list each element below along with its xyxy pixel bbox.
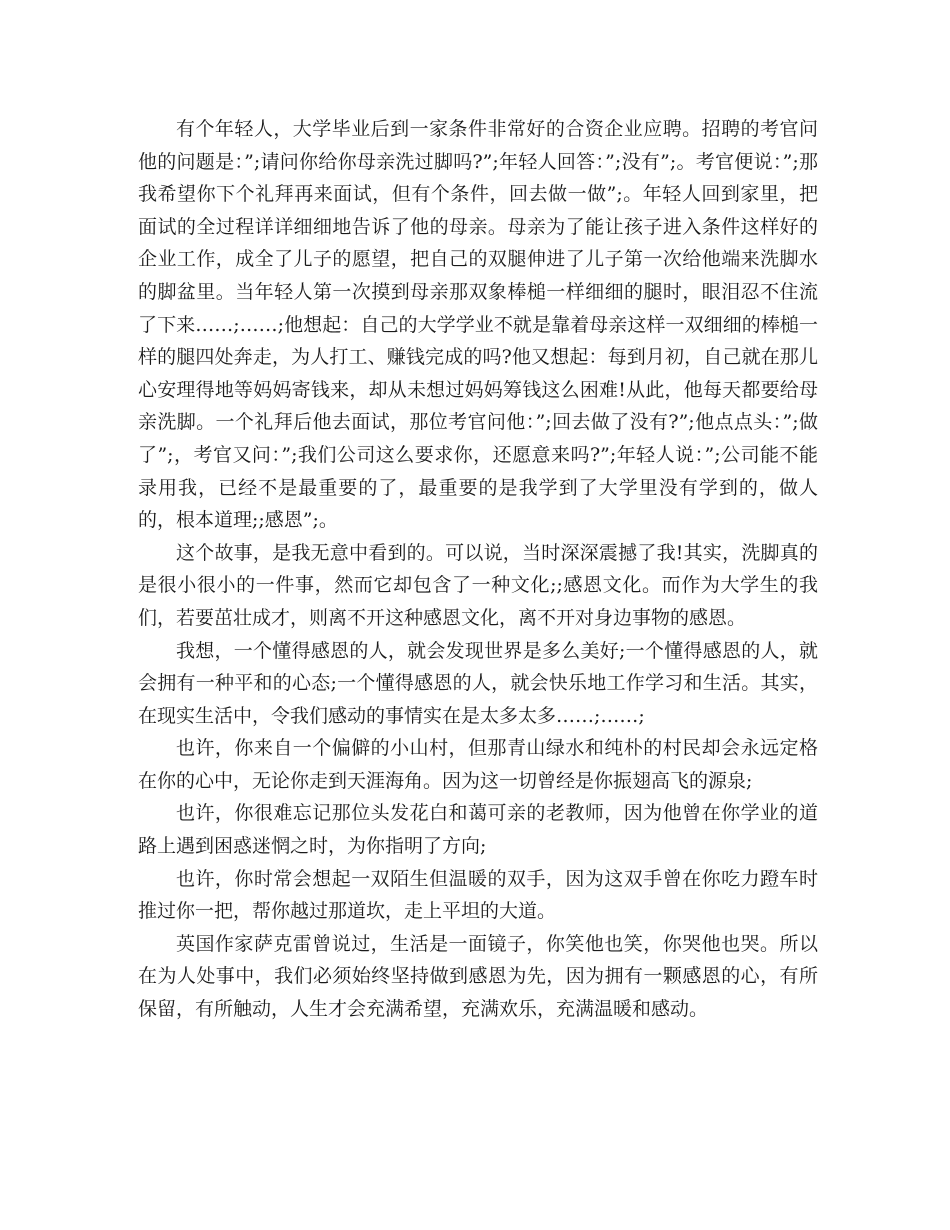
paragraph-conclusion: 英国作家萨克雷曾说过，生活是一面镜子，你笑他也笑，你哭他也哭。所以在为人处事中，我们必须始终坚持做到感恩为先，因为拥有一颗感恩的心，有所保留，有所触动，人生才会充满希望，充满欢乐，充满温暖和感动。 <box>138 932 818 1021</box>
paragraph-village: 也许，你来自一个偏僻的小山村，但那青山绿水和纯朴的村民却会永远定格在你的心中，无论你走到天涯海角。因为这一切曾经是你振翅高飞的源泉; <box>138 737 818 792</box>
paragraph-teacher: 也许，你很难忘记那位头发花白和蔼可亲的老教师，因为他曾在你学业的道路上遇到困惑迷惘之时，为你指明了方向; <box>138 802 818 858</box>
paragraph-helping-hands: 也许，你时常会想起一双陌生但温暖的双手，因为这双手曾在你吃力蹬车时推过你一把，帮你越过那道坎，走上平坦的大道。 <box>138 867 818 923</box>
paragraph-interview-story: 有个年轻人，大学毕业后到一家条件非常好的合资企业应聘。招聘的考官问他的问题是：”;请问你给你母亲洗过脚吗?”;年轻人回答：”;没有”;。考官便说：”;那我希望你下个礼拜再来面试，但有个条件，回去做一做”;。年轻人回到家里，把面试的全过程详详细细地告诉了他的母亲。母亲为了能让孩子进入条件这样好的企业工作，成全了儿子的愿望，把自己的双腿伸进了儿子第一次给他端来洗脚水的脚盆里。当年轻人第一次摸到母亲那双象棒槌一样细细的腿时，眼泪忍不住流了下来……;……;他想起：自己的大学学业不就是靠着母亲这样一双细细的棒槌一样的腿四处奔走，为人打工、赚钱完成的吗?他又想起：每到月初，自己就在那儿心安理得地等妈妈寄钱来，却从未想过妈妈筹钱这么困难!从此，他每天都要给母亲洗脚。一个礼拜后他去面试，那位考官问他：”;回去做了没有?”;他点点头：”;做了”;，考官又问：”;我们公司这么要求你，还愿意来吗?”;年轻人说：”;公司能不能录用我，已经不是最重要的了，最重要的是我学到了大学里没有学到的，做人的，根本道理;;感恩”;。 <box>138 118 818 532</box>
paragraph-reflection: 这个故事，是我无意中看到的。可以说，当时深深震撼了我!其实，洗脚真的是很小很小的一件事，然而它却包含了一种文化;;感恩文化。而作为大学生的我们，若要茁壮成才，则离不开这种感恩文化，离不开对身边事物的感恩。 <box>138 541 818 629</box>
document-body <box>138 113 818 1026</box>
paragraph-gratitude: 我想，一个懂得感恩的人，就会发现世界是多么美好;一个懂得感恩的人，就会拥有一种平和的心态;一个懂得感恩的人，就会快乐地工作学习和生活。其实，在现实生活中，令我们感动的事情实在是太多太多……;……; <box>138 639 818 727</box>
